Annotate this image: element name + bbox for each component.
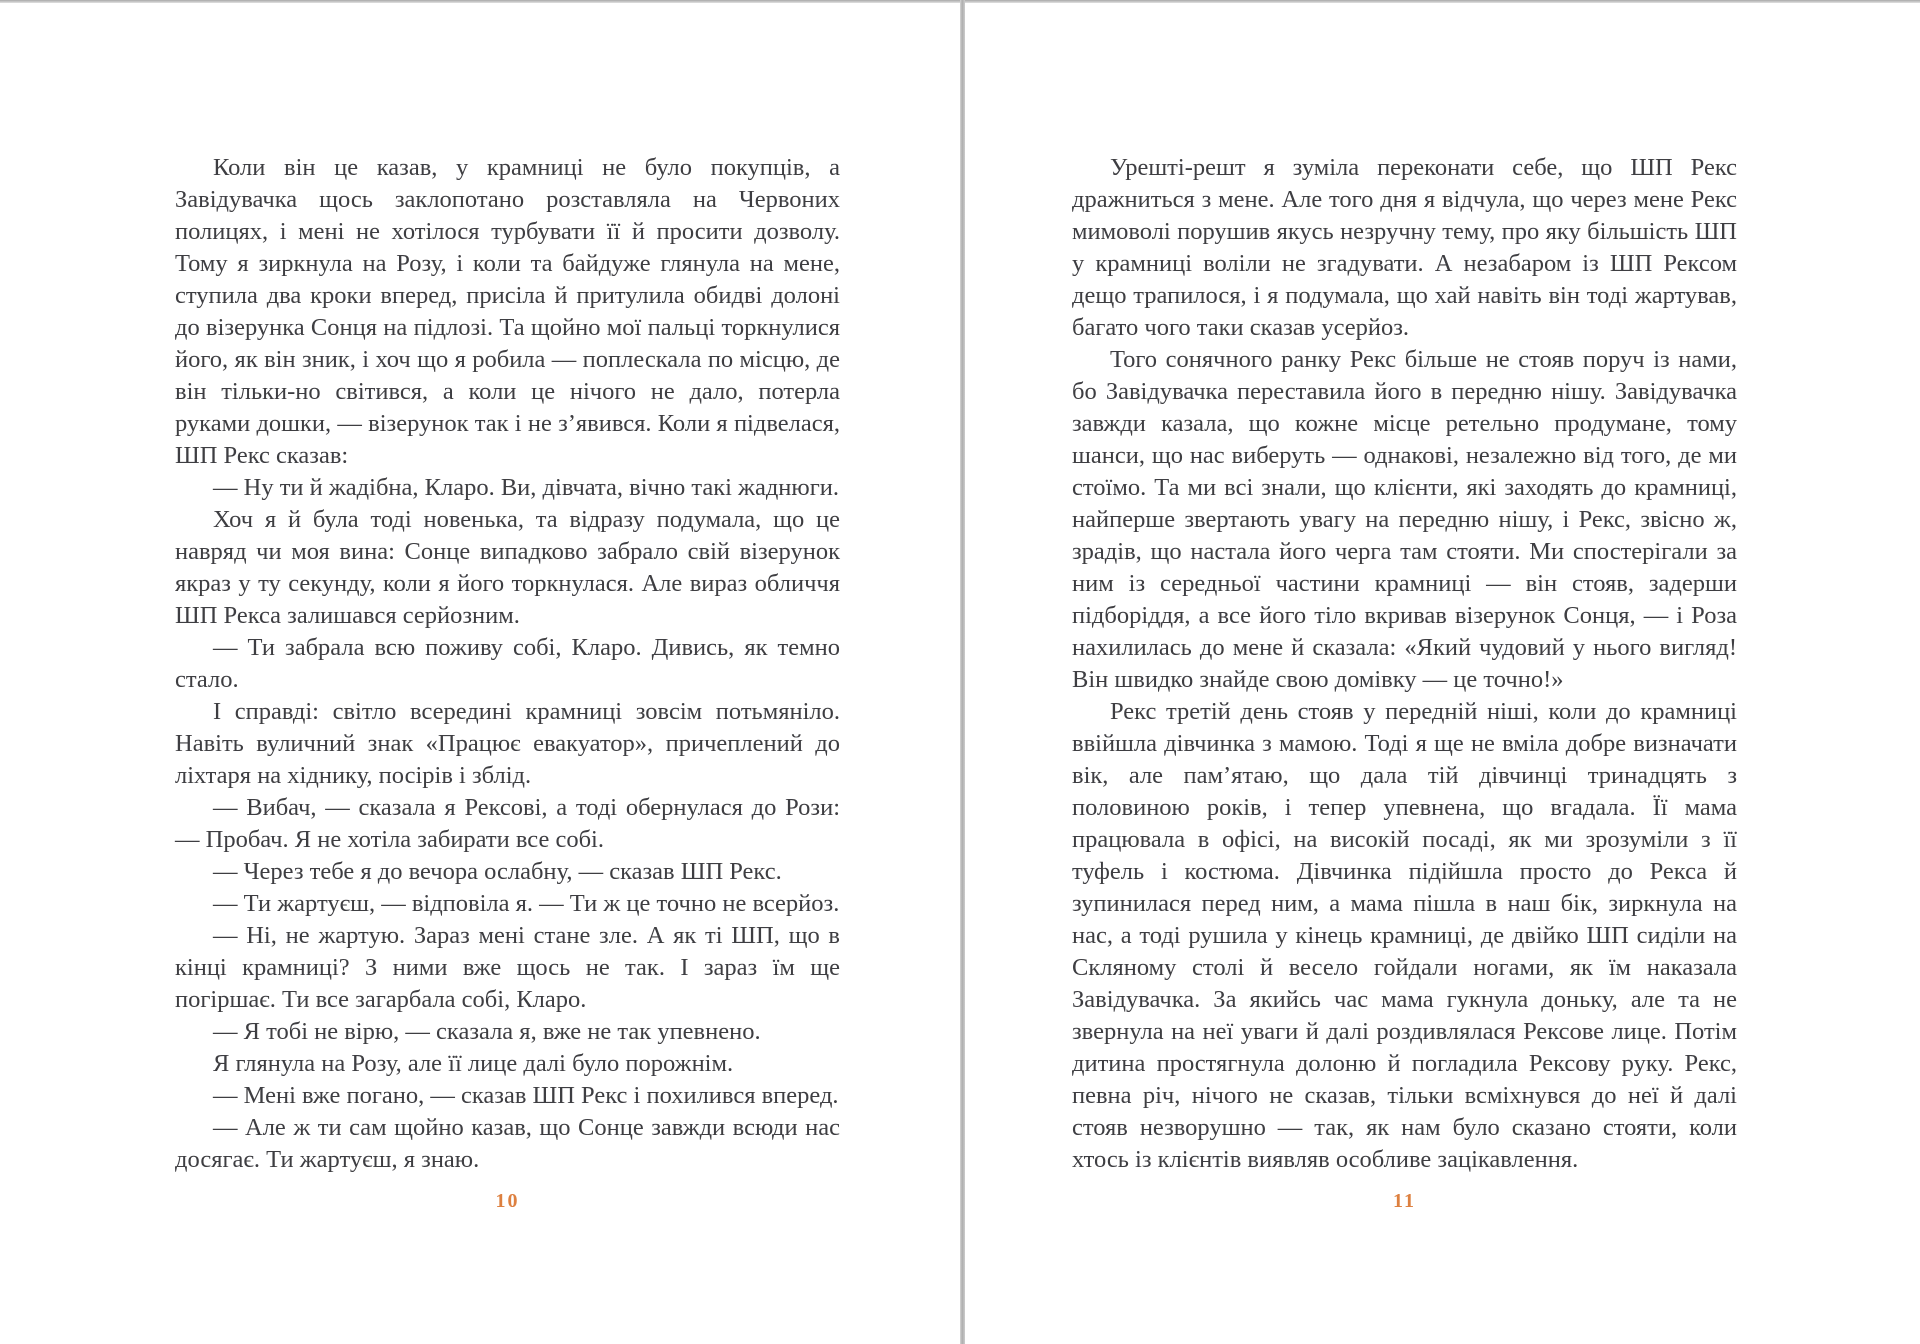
paragraph: — Ти жартуєш, — відповіла я. — Ти ж це точно не всерйоз. [213, 890, 840, 917]
paragraph: — Через тебе я до вечора ослабну, — сказав ШП Рекс. [213, 858, 782, 885]
page-left-text-block [175, 152, 840, 1176]
paragraph: І справді: світло всередині крамниці зовсім потьмяніло. Навіть вуличний знак «Працює евакуатор», причеплений до ліхтаря на хіднику, посірів і зблід. [175, 698, 840, 789]
paragraph: Того сонячного ранку Рекс більше не стояв поруч із нами, бо Завідувачка переставила його в передню нішу. Завідувачка завжди казала, що кожне місце ретельно продумане, тому шанси, що нас виберуть — однакові, незалежно від того, де ми стоїмо. Та ми всі знали, що клієнти, які заходять до крамниці, найперше звертають увагу на передню нішу, і Рекс, звісно ж, зрадів, що настала його черга там стояти. Ми спостерігали за ним із середньої частини крамниці — він стояв, задерши підборіддя, а все його тіло вкривав візерунок Сонця, — і Роза нахилилась до мене й сказала: «Який чудовий у нього вигляд! Він швидко знайде свою домівку — це точно!» [1072, 346, 1737, 693]
page-right-text-block [1072, 152, 1737, 1176]
page-right-number: 11 [1393, 1190, 1416, 1212]
paragraph: Урешті-решт я зуміла переконати себе, що ШП Рекс дражниться з мене. Але того дня я відчула, що через мене Рекс мимоволі порушив якусь незручну тему, про яку більшість ШП у крамниці воліли не згадувати. А незабаром із ШП Рексом дещо трапилося, і я подумала, що хай навіть він тоді жартував, багато чого таки сказав усерйоз. [1072, 154, 1737, 341]
paragraph: — Ну ти й жадібна, Кларо. Ви, дівчата, вічно такі жаднюги. [213, 474, 840, 501]
paragraph: Я глянула на Розу, але її лице далі було порожнім. [213, 1050, 734, 1077]
paragraph: — Ти забрала всю поживу собі, Кларо. Дивись, як темно стало. [175, 634, 840, 693]
page-left-number: 10 [495, 1190, 520, 1212]
paragraph: Хоч я й була тоді новенька, та відразу подумала, що це навряд чи моя вина: Сонце випадково забрало свій візерунок якраз у ту секунду, коли я його торкнулася. Але вираз обличчя ШП Рекса залишався серйозним. [175, 506, 840, 629]
page-right [965, 0, 1920, 1344]
paragraph: Рекс третій день стояв у передній ніші, коли до крамниці ввійшла дівчинка з мамою. Тоді я ще не вміла добре визначати вік, але пам’ятаю, що дала тій дівчинці тринадцять з половиною років, і тепер упевнена, що вгадала. Її мама працювала в офісі, на високій посаді, як ми зрозуміли з її туфель і костюма. Дівчинка підійшла просто до Рекса й зупинилася перед ним, а мама пішла в наш бік, зиркнула на нас, а тоді рушила у кінець крамниці, де двійко ШП сиділи на Скляному столі й весело гойдали ногами, як їм наказала Завідувачка. За якийсь час мама гукнула доньку, але та не звернула на неї уваги й далі роздивлялася Рексове лице. Потім дитина простягнула долоню й погладила Рексову руку. Рекс, певна річ, нічого не сказав, тільки всміхнувся до неї й далі стояв незворушно — так, як нам було сказано стояти, коли хтось із клієнтів виявляв особливе зацікавлення. [1072, 698, 1737, 1173]
paragraph: — Мені вже погано, — сказав ШП Рекс і похилився вперед. [213, 1082, 839, 1109]
paragraph: — Я тобі не вірю, — сказала я, вже не так упевнено. [213, 1018, 761, 1045]
paragraph: Коли він це казав, у крамниці не було покупців, а Завідувачка щось заклопотано розставляла на Червоних полицях, і мені не хотілося турбувати її й просити дозволу. Тому я зиркнула на Розу, і коли та байдуже глянула на мене, ступила два кроки вперед, присіла й притулила обидві долоні до візерунка Сонця на підлозі. Та щойно мої пальці торкнулися його, як він зник, і хоч що я робила — поплескала по місцю, де він тільки-но світився, а коли це нічого не дало, потерла руками дошки, — візерунок так і не з’явився. Коли я підвелася, ШП Рекс сказав: [175, 154, 840, 469]
paragraph: — Вибач, — сказала я Рексові, а тоді обернулася до Рози: — Пробач. Я не хотіла забирати все собі. [175, 794, 840, 853]
paragraph: — Ні, не жартую. Зараз мені стане зле. А як ті ШП, що в кінці крамниці? З ними вже щось не так. І зараз їм ще погіршає. Ти все загарбала собі, Кларо. [175, 922, 840, 1013]
paragraph: — Але ж ти сам щойно казав, що Сонце завжди всюди нас досягає. Ти жартуєш, я знаю. [175, 1114, 840, 1173]
